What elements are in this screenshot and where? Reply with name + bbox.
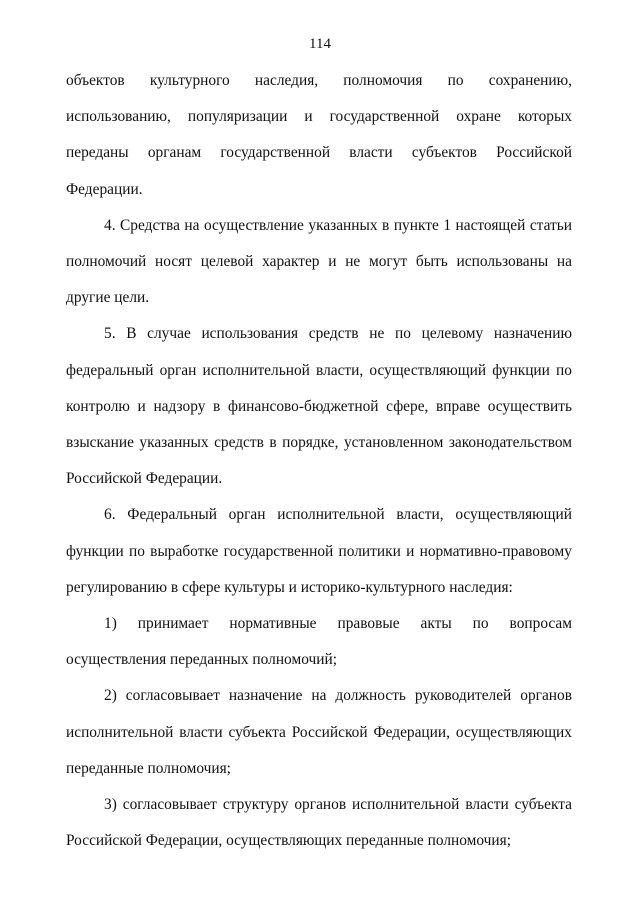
paragraph-continuation: объектов культурного наследия, полномочия по сохранению, использованию, популяризации и государственной охране которых переданы органам государственной власти субъектов Российской Федерации. [66,72,572,198]
paragraph-item-4: 4. Средства на осуществление указанных в пункте 1 настоящей статьи полномочий носят целевой характер и не могут быть использованы на другие цели. [66,216,572,307]
page-number: 114 [309,36,331,52]
paragraph-item-5: 5. В случае использования средств не по целевому назначению федеральный орган исполнительной власти, осуществляющий функции по контролю и надзору в финансово-бюджетной сфере, вправе осуществить взыскание указанных средств в порядке, установленном законодательством Российской Федерации. [66,325,572,488]
subitem-2: 2) согласовывает назначение на должность руководителей органов исполнительной власти субъекта Российской Федерации, осуществляющих переданные полномочия; [66,687,572,777]
paragraph-item-6: 6. Федеральный орган исполнительной власти, осуществляющий функции по выработке государственной политики и нормативно-правовому регулированию в сфере культуры и историко-культурного наследия: [66,506,572,596]
subitem-1: 1) принимает нормативные правовые акты по вопросам осуществления переданных полномочий; [66,615,572,669]
document-body [66,63,572,859]
subitem-3: 3) согласовывает структуру органов исполнительной власти субъекта Российской Федерации, осуществляющих переданные полномочия; [66,796,572,850]
